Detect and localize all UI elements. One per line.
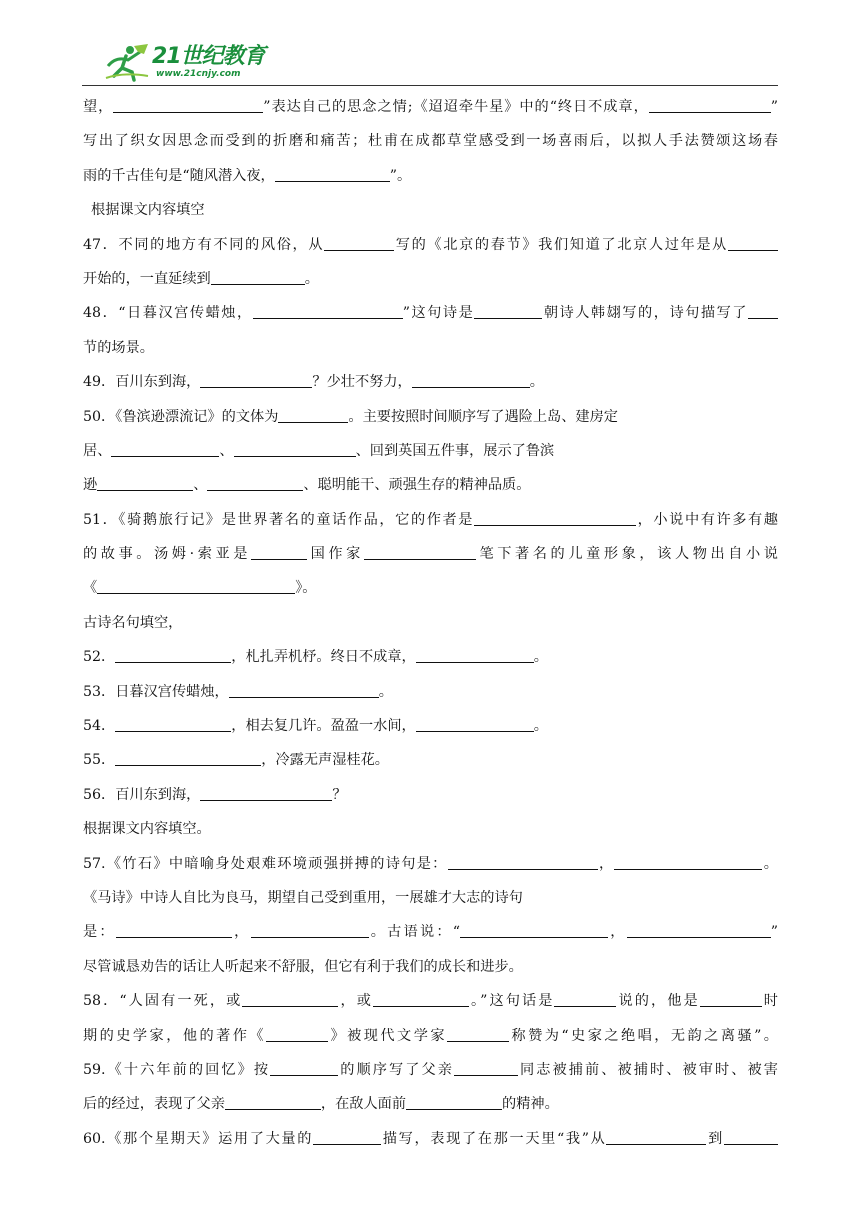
answer-blank[interactable] (416, 714, 534, 732)
answer-blank[interactable] (364, 542, 476, 560)
text-line: 的故事。汤姆·索亚是 国作家 笔下著名的儿童形象，该人物出自小说 (83, 537, 778, 571)
section-heading: 根据课文内容填空。 (83, 821, 211, 838)
question-60: 60.《那个星期天》运用了大量的 描写，表现了在那一天里“我”从 到 (83, 1122, 778, 1156)
text-line: 逊 、 、聪明能干、顽强生存的精神品质。 (83, 468, 778, 502)
question-51: 51．《骑鹅旅行记》是世界著名的童话作品，它的作者是 ，小说中有许多有趣 (83, 503, 778, 537)
text-line: 居、 、 、回到英国五件事，展示了鲁滨 (83, 434, 778, 468)
answer-blank[interactable] (116, 920, 232, 938)
answer-blank[interactable] (211, 267, 305, 285)
answer-blank[interactable] (373, 989, 469, 1007)
text-line: 后的经过，表现了父亲 ，在敌人面前 的精神。 (83, 1087, 778, 1121)
section-heading: 古诗名句填空， (83, 614, 183, 631)
answer-blank[interactable] (474, 301, 542, 319)
answer-blank[interactable] (97, 576, 295, 594)
answer-blank[interactable] (606, 1127, 706, 1145)
text-line: 《马诗》中诗人自比为良马，期望自己受到重用，一展雄才大志的诗句 (83, 889, 523, 906)
section-heading: 根据课文内容填空 (91, 202, 205, 219)
text-line: 期的史学家，他的著作《 》被现代文学家 称赞为“史家之绝唱，无韵之离骚”。 (83, 1019, 778, 1053)
answer-blank[interactable] (554, 989, 616, 1007)
question-47: 47．不同的地方有不同的风俗，从 写的《北京的春节》我们知道了北京人过年是从 (83, 228, 778, 262)
answer-blank[interactable] (115, 714, 231, 732)
text-line: 开始的，一直延续到 。 (83, 262, 778, 296)
answer-blank[interactable] (111, 439, 219, 457)
text-line: 是： ， 。古语说：“ ， ” (83, 915, 778, 949)
header-divider (82, 85, 778, 86)
logo-url: www.21cnjy.com (156, 69, 241, 79)
answer-blank[interactable] (275, 164, 390, 182)
answer-blank[interactable] (448, 852, 598, 870)
answer-blank[interactable] (207, 473, 303, 491)
answer-blank[interactable] (270, 1058, 338, 1076)
answer-blank[interactable] (242, 989, 338, 1007)
answer-blank[interactable] (627, 920, 771, 938)
answer-blank[interactable] (724, 1127, 778, 1145)
answer-blank[interactable] (416, 645, 534, 663)
answer-blank[interactable] (324, 233, 394, 251)
answer-blank[interactable] (97, 473, 193, 491)
answer-blank[interactable] (278, 405, 348, 423)
answer-blank[interactable] (225, 1092, 321, 1110)
worksheet-body (83, 90, 778, 1156)
question-53: 53．日暮汉宫传蜡烛， 。 (83, 675, 778, 709)
answer-blank[interactable] (748, 301, 778, 319)
answer-blank[interactable] (460, 920, 608, 938)
page-header (82, 40, 778, 86)
site-logo (104, 40, 265, 84)
answer-blank[interactable] (474, 508, 636, 526)
question-58: 58．“人固有一死，或 ，或 。”这句话是 说的，他是 时 (83, 984, 778, 1018)
question-55: 55． ，冷露无声湿桂花。 (83, 743, 778, 777)
text-line: 望， ”表达自己的思念之情;《迢迢牵牛星》中的“终日不成章， ” (83, 90, 778, 124)
answer-blank[interactable] (200, 370, 312, 388)
question-49: 49．百川东到海， ？少壮不努力， 。 (83, 365, 778, 399)
answer-blank[interactable] (649, 95, 771, 113)
question-57: 57.《竹石》中暗喻身处艰难环境顽强拼搏的诗句是： ， 。 (83, 847, 778, 881)
answer-blank[interactable] (412, 370, 530, 388)
answer-blank[interactable] (200, 783, 332, 801)
answer-blank[interactable] (115, 748, 261, 766)
text-line: 写出了织女因思念而受到的折磨和痛苦；杜甫在成都草堂感受到一场喜雨后，以拟人手法赞颂这场春 (83, 133, 778, 150)
text-line: 雨的千古佳句是“随风潜入夜， ”。 (83, 159, 778, 193)
answer-blank[interactable] (253, 301, 403, 319)
question-54: 54． ，相去复几许。盈盈一水间， 。 (83, 709, 778, 743)
answer-blank[interactable] (229, 680, 379, 698)
answer-blank[interactable] (251, 920, 369, 938)
answer-blank[interactable] (447, 1024, 509, 1042)
answer-blank[interactable] (700, 989, 762, 1007)
answer-blank[interactable] (234, 439, 356, 457)
text-line: 尽管诚恳劝告的话让人听起来不舒服，但它有利于我们的成长和进步。 (83, 958, 523, 975)
question-59: 59.《十六年前的回忆》按 的顺序写了父亲 同志被捕前、被捕时、被审时、被害 (83, 1053, 778, 1087)
text-line: 节的场景。 (83, 339, 154, 356)
logo-title: 21世纪教育 (152, 44, 265, 69)
answer-blank[interactable] (728, 233, 778, 251)
runner-logo-icon (104, 42, 150, 82)
question-56: 56．百川东到海， ？ (83, 778, 778, 812)
question-50: 50．《鲁滨逊漂流记》的文体为 。主要按照时间顺序写了遇险上岛、建房定 (83, 400, 778, 434)
answer-blank[interactable] (313, 1127, 381, 1145)
text-line: 《 》。 (83, 571, 778, 605)
answer-blank[interactable] (266, 1024, 328, 1042)
answer-blank[interactable] (614, 852, 762, 870)
answer-blank[interactable] (406, 1092, 502, 1110)
answer-blank[interactable] (113, 95, 263, 113)
answer-blank[interactable] (251, 542, 307, 560)
answer-blank[interactable] (454, 1058, 518, 1076)
question-52: 52． ，札扎弄机杼。终日不成章， 。 (83, 640, 778, 674)
question-48: 48．“日暮汉宫传蜡烛， ”这句诗是 朝诗人韩翃写的，诗句描写了 (83, 296, 778, 330)
answer-blank[interactable] (115, 645, 231, 663)
